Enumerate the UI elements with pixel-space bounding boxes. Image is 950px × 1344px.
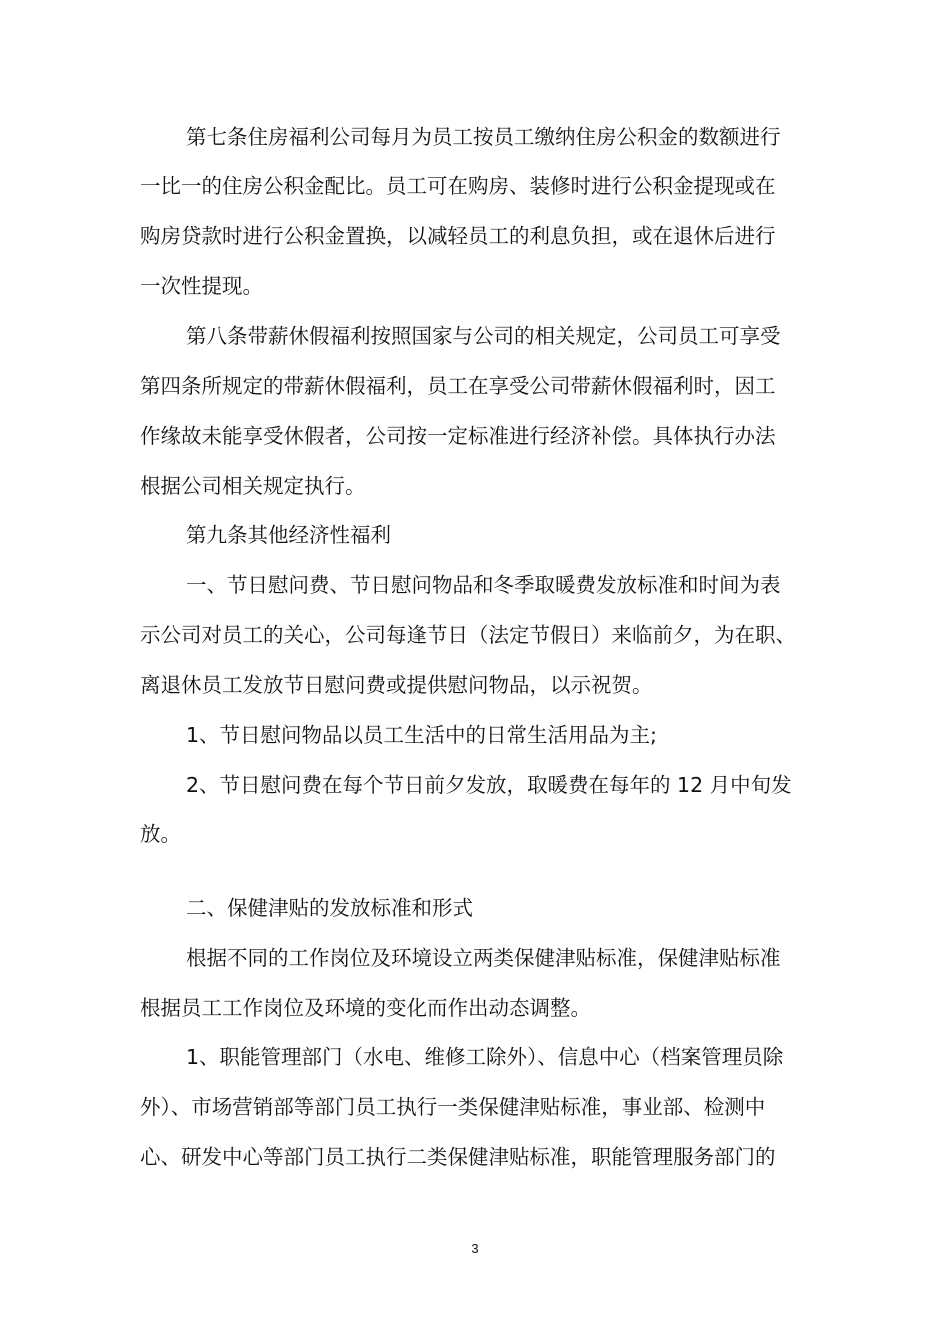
text-line: 外）、市场营销部等部门员工执行一类保健津贴标准，事业部、检测中: [140, 1095, 766, 1119]
text-line: 第七条住房福利公司每月为员工按员工缴纳住房公积金的数额进行: [186, 125, 781, 149]
text-line: 根据公司相关规定执行。: [140, 474, 366, 498]
text-line: 示公司对员工的关心，公司每逢节日（法定节假日）来临前夕，为在职、: [140, 623, 796, 647]
section-heading: 第九条其他经济性福利: [186, 523, 391, 547]
text-line: 根据员工工作岗位及环境的变化而作出动态调整。: [140, 996, 591, 1020]
text-line: 作缘故未能享受休假者，公司按一定标准进行经济补偿。具体执行办法: [140, 424, 776, 448]
text-line: 一比一的住房公积金配比。员工可在购房、装修时进行公积金提现或在: [140, 174, 776, 198]
text-line: 放。: [140, 822, 181, 846]
page-number: 3: [471, 1241, 479, 1256]
text-line: 根据不同的工作岗位及环境设立两类保健津贴标准，保健津贴标准: [186, 946, 781, 970]
list-item: 1、职能管理部门（水电、维修工除外）、信息中心（档案管理员除: [186, 1045, 784, 1069]
section-heading: 二、保健津贴的发放标准和形式: [186, 896, 473, 920]
text-line: 一次性提现。: [140, 274, 263, 298]
text-line: 离退休员工发放节日慰问费或提供慰问物品，以示祝贺。: [140, 673, 653, 697]
list-item: 2、节日慰问费在每个节日前夕发放，取暖费在每年的 12 月中旬发: [186, 773, 792, 797]
text-line: 一、节日慰问费、节日慰问物品和冬季取暖费发放标准和时间为表: [186, 573, 781, 597]
text-line: 第八条带薪休假福利按照国家与公司的相关规定，公司员工可享受: [186, 324, 781, 348]
text-line: 第四条所规定的带薪休假福利，员工在享受公司带薪休假福利时，因工: [140, 374, 776, 398]
text-line: 购房贷款时进行公积金置换，以减轻员工的利息负担，或在退休后进行: [140, 224, 776, 248]
text-line: 心、研发中心等部门员工执行二类保健津贴标准，职能管理服务部门的: [140, 1145, 776, 1169]
list-item: 1、节日慰问物品以员工生活中的日常生活用品为主;: [186, 723, 657, 747]
